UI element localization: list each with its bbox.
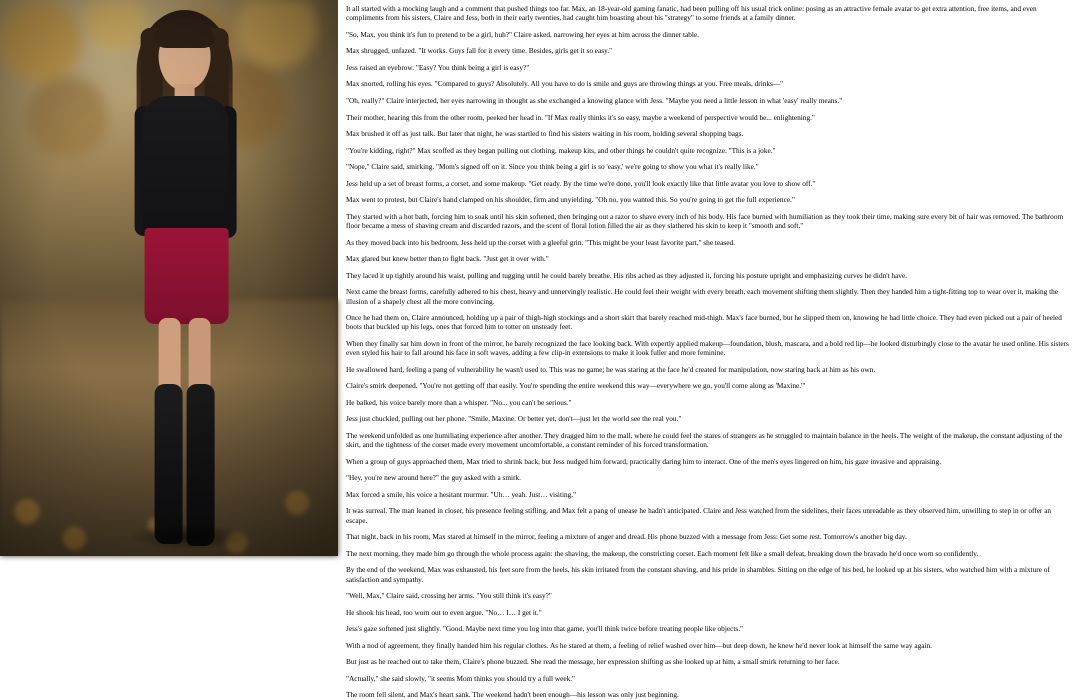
- story-paragraph: Max snorted, rolling his eyes. "Compared to guys? Absolutely. All you have to do is smile and guys are throwing things at you. Free meals, drinks—": [346, 79, 784, 89]
- story-paragraph: It was surreal. The man leaned in closer, his presence feeling stifling, and Max felt a pang of unease he hadn't anticipated. Claire and Jess watched from the sidelines, their faces unreadable as they observed him, unwilling to step in or offer an escape.: [346, 506, 1052, 525]
- story-paragraph: With a nod of agreement, they finally handed him his regular clothes. As he stared at them, a feeling of relief washed over him—but deep down, he knew he'd never look at himself the same way again.: [346, 640, 933, 650]
- story-paragraph: Jess's gaze softened just slightly. "Good. Maybe next time you log into that game, you'll think twice before treating people like objects.": [346, 624, 743, 634]
- story-paragraph: Their mother, hearing this from the other room, peeked her head in. "If Max really thinks it's so easy, maybe a weekend of perspective would be... enlightening.": [346, 112, 815, 122]
- story-paragraph: "Hey, you're new around here?" the guy asked with a smirk.: [346, 473, 521, 483]
- story-paragraph: But just as he reached out to take them, Claire's phone buzzed. She read the message, her expression shifting as she looked up at him, a small smirk returning to her face.: [346, 657, 840, 667]
- story-paragraph: Max glared but knew better than to fight back. "Just get it over with.": [346, 254, 549, 264]
- story-paragraph: By the end of the weekend, Max was exhausted, his feet sore from the heels, his skin irritated from the constant shaving, and his pride in shambles. Sitting on the edge of his bed, he looked up at his sisters, who watched him with a mixture of satisfaction and sympathy.: [346, 565, 1050, 584]
- story-paragraph: Claire's smirk deepened. "You're not getting off that easily. You're spending the entire weekend this way—everywhere we go, you'll come along as 'Maxine.'": [346, 381, 806, 391]
- story-paragraph: Max went to protest, but Claire's hand clamped on his shoulder, firm and unyielding. "Oh no, you wanted this. So you're going to get the full experience.": [346, 195, 795, 205]
- story-paragraph: "So, Max, you think it's fun to pretend to be a girl, huh?" Claire asked, narrowing her eyes at him across the dinner table.: [346, 29, 699, 39]
- story-paragraph: Max shrugged, unfazed. "It works. Guys fall for it every time. Besides, girls get it so easy.": [346, 46, 613, 56]
- story-paragraph: Once he had them on, Claire announced, holding up a pair of thigh-high stockings and a short skirt that barely reached mid-thigh. Max's face burned, but he slipped them on, knowing he had little choice. They had even picked out a pair of heeled boots that buckled up his legs, ones that forced him to totter on unsteady feet.: [346, 313, 1062, 332]
- story-paragraph: "Well, Max," Claire said, crossing her arms. "You still think it's easy?": [346, 591, 552, 601]
- story-paragraph: He shook his head, too worn out to even argue. "No… I… I get it.": [346, 607, 542, 617]
- story-paragraph: They started with a hot bath, forcing him to soak until his skin softened, then bringing out a razor to shave every inch of his body. His face burned with humiliation as they took their time, making sure every bit of hair was removed. The bathroom floor became a mess of shaving cream and discarded razors, and the scent of floral lotion filled the air as they slathered his skin to keep it "smooth and soft.": [346, 211, 1064, 231]
- story-photo: [0, 0, 338, 556]
- story-paragraph: That night, back in his room, Max stared at himself in the mirror, feeling a mixture of anger and dread. His phone buzzed with a message from Jess: Get some rest. Tomorrow's another big day.: [346, 532, 907, 542]
- story-paragraph: The next morning, they made him go through the whole process again: the shaving, the makeup, the constricting corset. Each moment felt like a small defeat, breaking down the bravado he'd once worn so confidently.: [346, 548, 979, 558]
- story-paragraph: When a group of guys approached them, Max tried to shrink back, but Jess nudged him forward, practically daring him to interact. One of the men's eyes lingered on him, his gaze invasive and appraising.: [346, 456, 942, 466]
- story-paragraph: He balked, his voice barely more than a whisper. "No... you can't be serious.": [346, 397, 572, 407]
- story-paragraph: The room fell silent, and Max's heart sank. The weekend hadn't been enough—his lesson was only just beginning.: [346, 690, 679, 700]
- story-paragraph: "Actually," she said slowly, "it seems Mom thinks you should try a full week.": [346, 673, 576, 683]
- story-paragraph: The weekend unfolded as one humiliating experience after another. They dragged him to the mall, where he could feel the stares of strangers as he struggled to maintain balance in the heels. The weight of the makeup, the constant adjusting of the skirt, and the tightness of the corset made every movement uncomfortable, a constant reminder of his forced transformation.: [346, 430, 1063, 450]
- story-paragraph: When they finally sat him down in front of the mirror, he barely recognized the face looking back. With expertly applied makeup—foundation, blush, mascara, and a bold red lip—he looked disturbingly close to the avatar he used online. His sisters even styled his hair to fall around his face in soft waves, adding a few clip-in extensions to make it look fuller and more feminine.: [346, 338, 1069, 358]
- story-paragraph: "You're kidding, right?" Max scoffed as they began pulling out clothing, makeup kits, and other things he couldn't quite recognize. "This is a joke.": [346, 145, 776, 155]
- story-paragraph: Max brushed it off as just talk. But later that night, he was startled to find his sisters waiting in his room, holding several shopping bags.: [346, 129, 744, 139]
- story-paragraph: He swallowed hard, feeling a pang of vulnerability he wasn't used to. This was no game; he was staring at the face he'd created for manipulation, now staring back at him as his own.: [346, 364, 876, 374]
- story-paragraph: As they moved back into his bedroom, Jess held up the corset with a gleeful grin. "This might be your least favorite part," she teased.: [346, 237, 735, 247]
- story-paragraph: "Nope," Claire said, smirking. "Mom's signed off on it. Since you think being a girl is so 'easy,' we're going to show you what it's really like.": [346, 162, 759, 172]
- story-paragraph: "Oh, really?" Claire interjected, her eyes narrowing in thought as she exchanged a knowing glance with Jess. "Maybe you need a little lesson in what 'easy' really means.": [346, 96, 843, 105]
- story-paragraph: It all started with a mocking laugh and a comment that pushed things too far. Max, an 18-year-old gaming fanatic, had been pulling off his usual trick online: posing as an attractive female avatar to get extra attention, free items, and even compliments from his sisters, Claire and Jess, both in their early twenties, had caught him boasting about his "strategy" to some friends at a family dinner.: [346, 4, 1037, 23]
- story-paragraph: Max forced a smile, his voice a hesitant murmur. "Uh… yeah. Just… visiting.": [346, 489, 577, 499]
- story-paragraph: Jess raised an eyebrow. "Easy? You think being a girl is easy?": [346, 62, 530, 72]
- story-paragraph: They laced it up tightly around his waist, pulling and tugging until he could barely breathe. His ribs ached as they adjusted it, forcing his posture upright and emphasizing curves he didn't have.: [346, 270, 908, 280]
- story-paragraph: Next came the breast forms, carefully adhered to his chest, heavy and unnervingly realistic. He could feel their weight with every breath, each movement shifting them slightly. Then they handed him a tight-fitting top to wear over it, making the illusion of a shapely chest all the more convincing.: [346, 287, 1059, 306]
- story-text: [338, 0, 1080, 700]
- story-paragraph: Jess held up a set of breast forms, a corset, and some makeup. "Get ready. By the time we're done, you'll look exactly like that little avatar you love to show off.": [346, 178, 816, 188]
- photo-vignette: [0, 0, 338, 556]
- story-paragraph: Jess just chuckled, pulling out her phone. "Smile, Maxine. Or better yet, don't—just let the world see the real you.": [346, 414, 682, 424]
